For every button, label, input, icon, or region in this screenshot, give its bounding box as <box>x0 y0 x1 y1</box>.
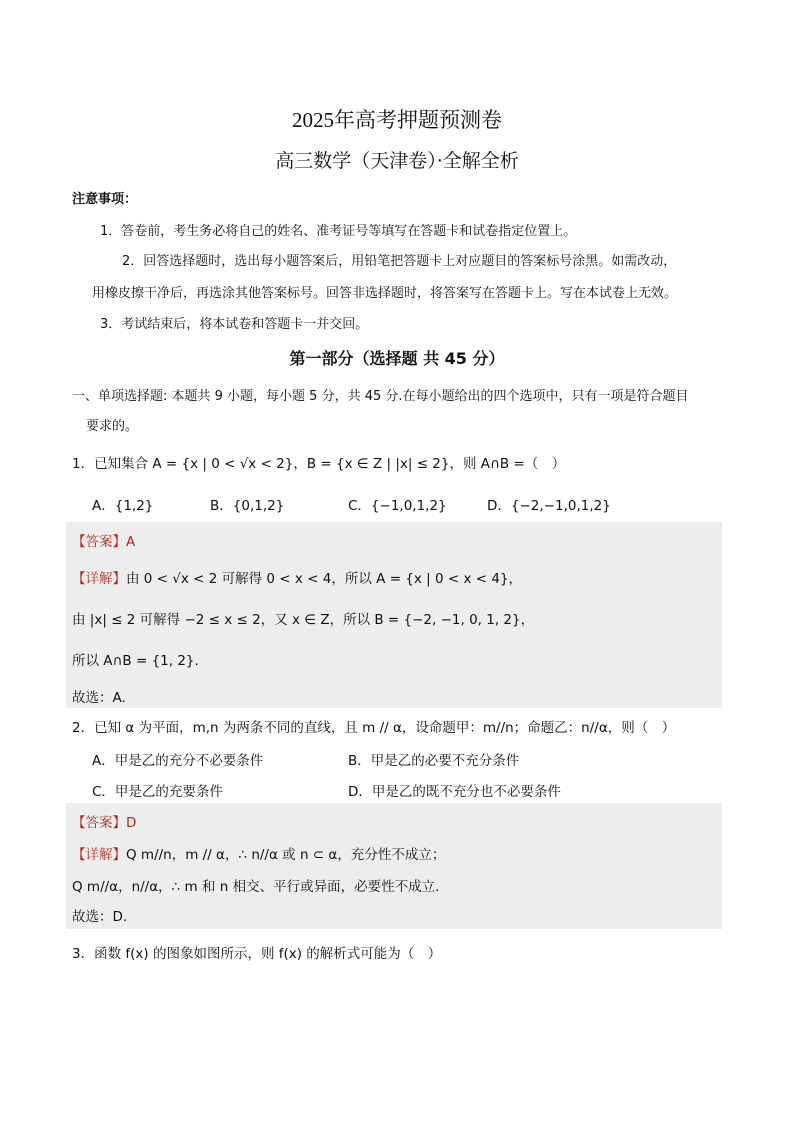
q2-detail2: Q m//α，n//α，∴ m 和 n 相交、平行或异面，必要性不成立. <box>72 879 440 895</box>
q1-detail2: 由 |x| ≤ 2 可解得 −2 ≤ x ≤ 2，又 x ∈ Z，所以 B = {−2, −1, 0, 1, 2}， <box>72 612 535 628</box>
page-subtitle: 高三数学（天津卷）·全解全析 <box>275 150 519 172</box>
q1-answer-tag: 【答案】 <box>72 534 126 550</box>
q2-option-a: A．甲是乙的充分不必要条件 <box>92 753 264 769</box>
q2-answer-panel <box>66 803 722 929</box>
q2-detail-line1 <box>72 843 445 863</box>
part1-instruction-line2: 要求的。 <box>86 419 139 434</box>
q2-answer-line <box>72 811 136 831</box>
q2-conclusion: 故选：D. <box>72 909 128 925</box>
q1-option-b: B．{0,1,2} <box>210 498 285 514</box>
q1-detail-tag: 【详解】 <box>72 571 126 587</box>
notice-item-2-line2: 用橡皮擦干净后，再选涂其他答案标号。回答非选择题时，将答案写在答题卡上。写在本试卷上无效。 <box>92 286 678 301</box>
notice-item-3: 3．考试结束后，将本试卷和答题卡一并交回。 <box>100 317 369 332</box>
q2-stem: 2．已知 α 为平面，m,n 为两条不同的直线，且 m // α，设命题甲：m//n；命题乙：n//α，则（ ） <box>72 720 676 736</box>
q2-answer-tag: 【答案】 <box>72 815 126 831</box>
q1-option-d: D．{−2,−1,0,1,2} <box>487 498 611 514</box>
notice-heading: 注意事项： <box>72 192 138 207</box>
part1-title: 第一部分（选择题 共 45 分） <box>289 349 505 368</box>
q3-stem: 3．函数 f(x) 的图象如图所示，则 f(x) 的解析式可能为（ ） <box>72 946 442 962</box>
q2-detail1: Q m//n，m // α，∴ n//α 或 n ⊂ α，充分性不成立； <box>126 847 446 863</box>
q1-detail3: 所以 A∩B = {1, 2}. <box>72 653 199 669</box>
q2-option-d: D．甲是乙的既不充分也不必要条件 <box>348 784 561 800</box>
q1-conclusion: 故选：A. <box>72 690 126 706</box>
q1-stem: 1．已知集合 A = {x | 0 < √x < 2}，B = {x ∈ Z | |x| ≤ 2}，则 A∩B =（ ） <box>72 456 566 472</box>
part1-instruction-line1: 一、单项选择题: 本题共 9 小题，每小题 5 分，共 45 分.在每小题给出的四个选项中，只有一项是符合题目 <box>72 389 689 404</box>
q1-option-c: C．{−1,0,1,2} <box>348 498 447 514</box>
notice-item-2-line1: 2．回答选择题时，选出每小题答案后，用铅笔把答题卡上对应题目的答案标号涂黑。如需改动， <box>122 254 677 269</box>
q1-answer-line <box>72 530 135 550</box>
q2-option-b: B．甲是乙的必要不充分条件 <box>348 753 520 769</box>
q1-answer: A <box>126 534 136 550</box>
q1-option-a: A．{1,2} <box>92 498 154 514</box>
notice-item-1: 1．答卷前，考生务必将自己的姓名、准考证号等填写在答题卡和试卷指定位置上。 <box>100 224 577 239</box>
q1-detail-line1 <box>72 567 522 587</box>
q2-option-c: C．甲是乙的充要条件 <box>92 784 223 800</box>
page-title: 2025年高考押题预测卷 <box>292 108 502 132</box>
q2-detail-tag: 【详解】 <box>72 847 126 863</box>
q2-answer: D <box>126 815 137 831</box>
q1-detail1: 由 0 < √x < 2 可解得 0 < x < 4，所以 A = {x | 0 < x < 4}， <box>126 571 523 587</box>
